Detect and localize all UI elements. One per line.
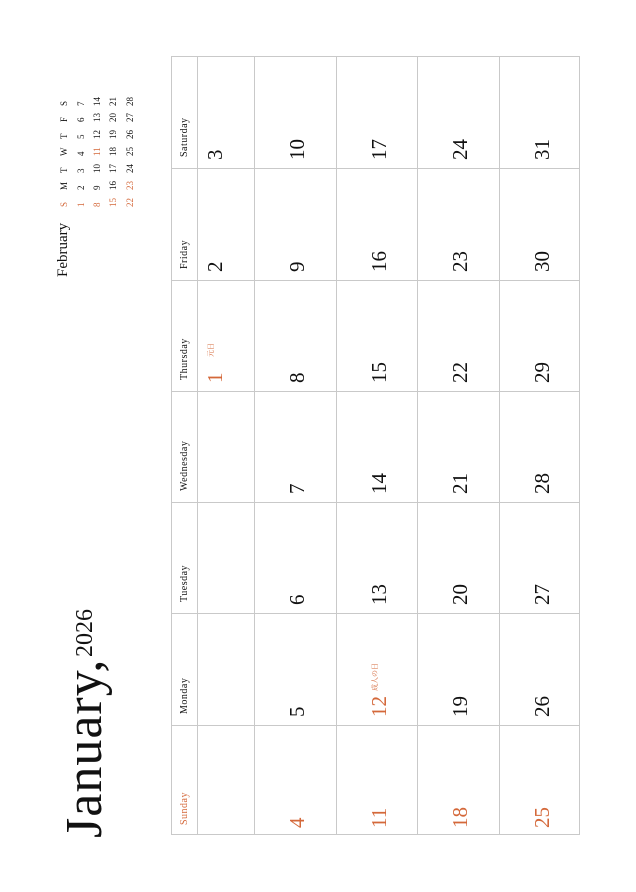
header-divider bbox=[197, 57, 198, 834]
day-number: 29 bbox=[530, 361, 554, 383]
mini-day: 9 bbox=[92, 185, 102, 190]
mini-day: 11 bbox=[92, 147, 102, 156]
weekday-header-monday: Monday bbox=[179, 677, 190, 714]
day-number: 5 bbox=[285, 706, 309, 717]
mini-day: 8 bbox=[92, 202, 102, 207]
holiday-label: 成人の日 bbox=[371, 662, 379, 691]
mini-day: 20 bbox=[108, 113, 118, 122]
mini-day: 23 bbox=[125, 181, 135, 190]
mini-weekday-header: M bbox=[59, 181, 69, 190]
mini-weekday-header: S bbox=[59, 201, 69, 207]
day-number: 11 bbox=[367, 807, 391, 828]
weekday-divider bbox=[172, 168, 579, 169]
day-number: 24 bbox=[448, 139, 472, 161]
mini-day: 5 bbox=[76, 134, 86, 139]
mini-day: 27 bbox=[125, 113, 135, 122]
mini-day: 12 bbox=[92, 130, 102, 139]
day-number: 28 bbox=[530, 473, 554, 495]
day-number: 14 bbox=[367, 473, 391, 495]
day-number: 15 bbox=[367, 361, 391, 383]
weekday-divider bbox=[172, 502, 579, 503]
weekday-header-sunday: Sunday bbox=[179, 792, 190, 825]
day-number: 25 bbox=[530, 807, 554, 828]
day-number: 9 bbox=[285, 261, 309, 272]
day-number: 2 bbox=[203, 261, 227, 272]
day-number: 27 bbox=[530, 584, 554, 606]
mini-weekday-header: S bbox=[59, 100, 69, 106]
mini-day: 25 bbox=[125, 147, 135, 156]
day-number: 20 bbox=[448, 584, 472, 606]
day-number: 1 bbox=[203, 372, 227, 383]
day-number: 8 bbox=[285, 372, 309, 383]
weekday-divider bbox=[172, 391, 579, 392]
month-title: January, bbox=[56, 658, 113, 838]
mini-weekday-header: F bbox=[59, 116, 69, 122]
day-number: 7 bbox=[285, 483, 309, 495]
mini-day: 26 bbox=[125, 130, 135, 139]
day-number: 6 bbox=[285, 594, 309, 606]
week-divider bbox=[417, 57, 418, 834]
day-number: 13 bbox=[367, 584, 391, 606]
mini-day: 17 bbox=[108, 164, 118, 173]
week-divider bbox=[254, 57, 255, 834]
day-number: 19 bbox=[448, 695, 472, 717]
mini-day: 7 bbox=[76, 101, 86, 106]
mini-day: 1 bbox=[76, 202, 86, 207]
mini-day: 21 bbox=[108, 97, 118, 106]
mini-day: 22 bbox=[125, 198, 135, 207]
day-number: 22 bbox=[448, 361, 472, 383]
mini-day: 19 bbox=[108, 130, 118, 139]
mini-day: 18 bbox=[108, 147, 118, 156]
mini-day: 16 bbox=[108, 181, 118, 190]
week-divider bbox=[499, 57, 500, 834]
weekday-divider bbox=[172, 725, 579, 726]
mini-weekday-header: T bbox=[59, 167, 69, 173]
weekday-header-friday: Friday bbox=[179, 239, 190, 269]
day-number: 16 bbox=[367, 250, 391, 272]
weekday-header-saturday: Saturday bbox=[179, 117, 190, 158]
day-number: 4 bbox=[285, 817, 309, 828]
day-number: 17 bbox=[367, 139, 391, 161]
weekday-header-thursday: Thursday bbox=[179, 338, 190, 380]
day-number: 31 bbox=[530, 139, 554, 161]
day-number: 10 bbox=[285, 139, 309, 161]
mini-day: 6 bbox=[76, 117, 86, 122]
holiday-label: 元日 bbox=[207, 342, 215, 357]
day-number: 3 bbox=[203, 149, 227, 161]
year-title: 2026 bbox=[72, 609, 98, 657]
weekday-header-tuesday: Tuesday bbox=[179, 565, 190, 603]
calendar-grid bbox=[171, 56, 580, 835]
weekday-header-wednesday: Wednesday bbox=[179, 440, 190, 492]
mini-day: 28 bbox=[125, 97, 135, 106]
mini-calendar-title: February bbox=[55, 222, 71, 277]
day-number: 12 bbox=[367, 695, 391, 717]
mini-day: 10 bbox=[92, 164, 102, 173]
mini-weekday-header: T bbox=[59, 133, 69, 139]
week-divider bbox=[336, 57, 337, 834]
day-number: 26 bbox=[530, 695, 554, 717]
mini-day: 4 bbox=[76, 151, 86, 156]
day-number: 30 bbox=[530, 250, 554, 272]
mini-day: 3 bbox=[76, 168, 86, 173]
mini-weekday-header: W bbox=[59, 147, 69, 156]
day-number: 18 bbox=[448, 807, 472, 828]
weekday-divider bbox=[172, 280, 579, 281]
weekday-divider bbox=[172, 613, 579, 614]
mini-day: 24 bbox=[125, 164, 135, 173]
mini-day: 14 bbox=[92, 97, 102, 106]
mini-day: 15 bbox=[108, 198, 118, 207]
mini-day: 13 bbox=[92, 113, 102, 122]
day-number: 23 bbox=[448, 250, 472, 272]
day-number: 21 bbox=[448, 473, 472, 495]
mini-day: 2 bbox=[76, 185, 86, 190]
